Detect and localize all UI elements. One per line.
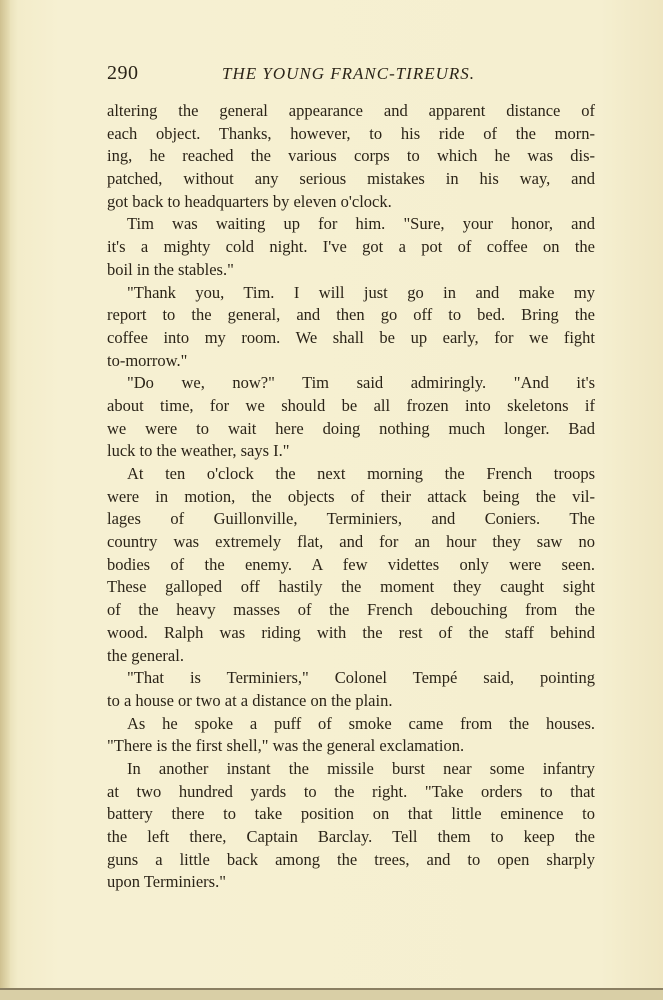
text-line: got back to headquarters by eleven o'clock. bbox=[107, 191, 392, 211]
text-line: about time, for we should be all frozen into skeletons if bbox=[107, 395, 595, 415]
text-line: altering the general appearance and apparent distance of bbox=[107, 101, 595, 120]
text-line: "There is the first shell," was the general exclamation. bbox=[107, 736, 465, 756]
text-line: were in motion, the objects of their attack being the vil- bbox=[107, 486, 595, 506]
text-line: boil in the stables." bbox=[107, 259, 234, 279]
text-line: "Thank you, Tim. I will just go in and make my bbox=[127, 282, 595, 302]
text-line: each object. Thanks, however, to his ride of the morn- bbox=[107, 123, 595, 143]
text-line: These galloped off hastily the moment they caught sight bbox=[107, 577, 595, 597]
body-text bbox=[107, 100, 595, 894]
text-line: country was extremely flat, and for an hour they saw no bbox=[107, 532, 595, 552]
text-line: In another instant the missile burst near some infantry bbox=[127, 758, 595, 778]
text-line: "That is Terminiers," Colonel Tempé said, pointing bbox=[127, 668, 595, 688]
text-line: bodies of the enemy. A few videttes only were seen. bbox=[107, 554, 595, 574]
text-line: the left there, Captain Barclay. Tell them to keep the bbox=[107, 827, 595, 846]
text-line: patched, without any serious mistakes in his way, and bbox=[107, 169, 595, 189]
bottom-edge-band bbox=[0, 990, 663, 1000]
text-line: wood. Ralph was riding with the rest of the staff behind bbox=[107, 622, 595, 642]
running-title: THE YOUNG FRANC-TIREURS. bbox=[222, 64, 476, 83]
page-number: 290 bbox=[107, 62, 139, 84]
text-line: the general. bbox=[107, 645, 184, 665]
text-line: report to the general, and then go off to bed. Bring the bbox=[107, 305, 595, 325]
text-line: "Do we, now?" Tim said admiringly. "And it's bbox=[127, 373, 595, 393]
text-line: to a house or two at a distance on the plain. bbox=[107, 690, 393, 710]
text-line: at two hundred yards to the right. "Take orders to that bbox=[107, 781, 595, 801]
text-line: it's a mighty cold night. I've got a pot of coffee on the bbox=[107, 237, 595, 257]
text-line: Tim was waiting up for him. "Sure, your honor, and bbox=[127, 214, 595, 234]
text-line: ing, he reached the various corps to which he was dis- bbox=[107, 146, 595, 166]
text-line: upon Terminiers." bbox=[107, 872, 226, 892]
page-header bbox=[107, 62, 593, 86]
text-line: As he spoke a puff of smoke came from the houses. bbox=[127, 713, 595, 733]
text-line: of the heavy masses of the French debouching from the bbox=[107, 600, 595, 620]
text-line: we were to wait here doing nothing much longer. Bad bbox=[107, 418, 595, 438]
text-line: guns a little back among the trees, and to open sharply bbox=[107, 849, 595, 869]
text-line: lages of Guillonville, Terminiers, and Coniers. The bbox=[107, 509, 595, 529]
text-line: to-morrow." bbox=[107, 350, 188, 370]
page-spine-shadow bbox=[0, 0, 10, 1000]
text-line: At ten o'clock the next morning the French troops bbox=[127, 464, 595, 483]
text-line: luck to the weather, says I." bbox=[107, 441, 290, 461]
text-line: coffee into my room. We shall be up early, for we fight bbox=[107, 327, 595, 347]
text-line: battery there to take position on that little eminence to bbox=[107, 804, 595, 824]
